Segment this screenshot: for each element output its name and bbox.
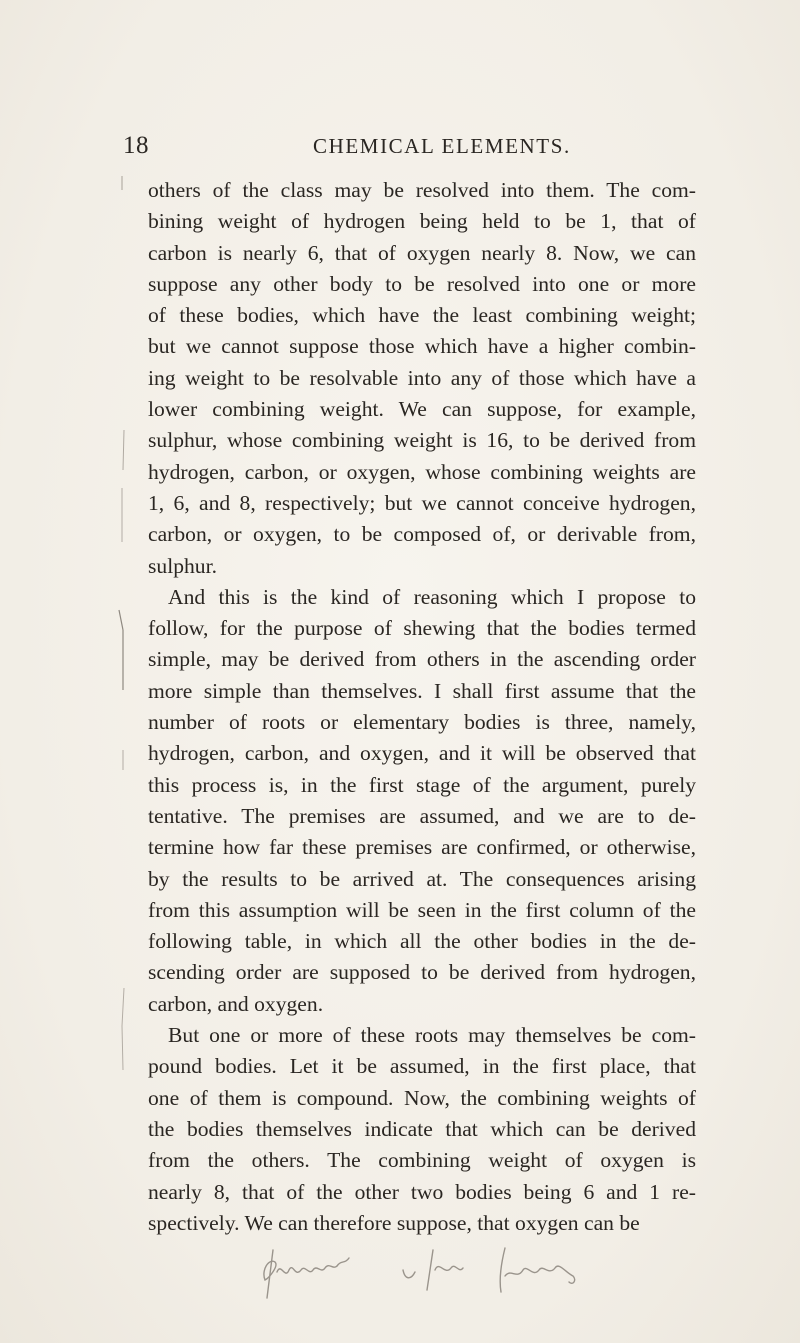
text-line: carbon is nearly 6, that of oxygen nearly 8. Now, we can xyxy=(148,240,696,265)
text-line: bining weight of hydrogen being held to be 1, that of xyxy=(148,209,696,234)
text-line: scending order are supposed to be derived from hydrogen, xyxy=(148,960,696,985)
text-line: follow, for the purpose of shewing that the bodies termed xyxy=(148,616,696,641)
text-line: ing weight to be resolvable into any of those which have a xyxy=(148,365,696,390)
text-line: pound bodies. Let it be assumed, in the first place, that xyxy=(148,1054,696,1079)
body-text xyxy=(148,175,696,1239)
page-header xyxy=(123,132,683,172)
text-line: simple, may be derived from others in the ascending order xyxy=(148,647,696,672)
text-line: 1, 6, and 8, respectively; but we cannot conceive hydrogen, xyxy=(148,490,696,515)
text-line: more simple than themselves. I shall first assume that the xyxy=(148,678,696,703)
text-line: by the results to be arrived at. The consequences arising xyxy=(148,866,696,891)
paragraph-2 xyxy=(148,582,696,1020)
text-line: nearly 8, that of the other two bodies being 6 and 1 re- xyxy=(148,1179,696,1204)
page-number: 18 xyxy=(123,132,149,159)
text-line: tentative. The premises are assumed, and we are to de- xyxy=(148,803,696,828)
running-head: CHEMICAL ELEMENTS. xyxy=(313,134,571,158)
text-line: carbon, and oxygen. xyxy=(148,991,324,1016)
text-line: this process is, in the first stage of the argument, purely xyxy=(148,772,696,797)
text-line: But one or more of these roots may themselves be com- xyxy=(168,1023,696,1048)
handwritten-signature xyxy=(255,1240,595,1300)
text-line: from the others. The combining weight of oxygen is xyxy=(148,1148,696,1173)
text-line: suppose any other body to be resolved into one or more xyxy=(148,271,696,296)
text-line: hydrogen, carbon, and oxygen, and it will be observed that xyxy=(148,741,696,766)
text-line: termine how far these premises are confirmed, or otherwise, xyxy=(148,835,696,860)
text-line: from this assumption will be seen in the first column of the xyxy=(148,897,696,922)
text-line: one of them is compound. Now, the combining weights of xyxy=(148,1085,696,1110)
paragraph-1 xyxy=(148,175,696,582)
text-line: sulphur. xyxy=(148,553,217,578)
paragraph-3 xyxy=(148,1020,696,1239)
text-line: carbon, or oxygen, to be composed of, or derivable from, xyxy=(148,522,696,547)
text-line: others of the class may be resolved into them. The com- xyxy=(148,178,696,202)
text-line: following table, in which all the other bodies in the de- xyxy=(148,929,696,954)
text-line: sulphur, whose combining weight is 16, to be derived from xyxy=(148,428,696,453)
text-line: but we cannot suppose those which have a higher combin- xyxy=(148,334,696,359)
text-line: the bodies themselves indicate that which can be derived xyxy=(148,1116,696,1141)
text-line: spectively. We can therefore suppose, that oxygen can be xyxy=(148,1210,640,1235)
margin-pencil-marks xyxy=(110,170,134,1070)
text-line: lower combining weight. We can suppose, for example, xyxy=(148,397,696,422)
text-line: of these bodies, which have the least combining weight; xyxy=(148,303,696,328)
text-line: And this is the kind of reasoning which I propose to xyxy=(168,584,696,609)
text-line: number of roots or elementary bodies is three, namely, xyxy=(148,710,696,735)
text-line: hydrogen, carbon, or oxygen, whose combining weights are xyxy=(148,459,696,484)
